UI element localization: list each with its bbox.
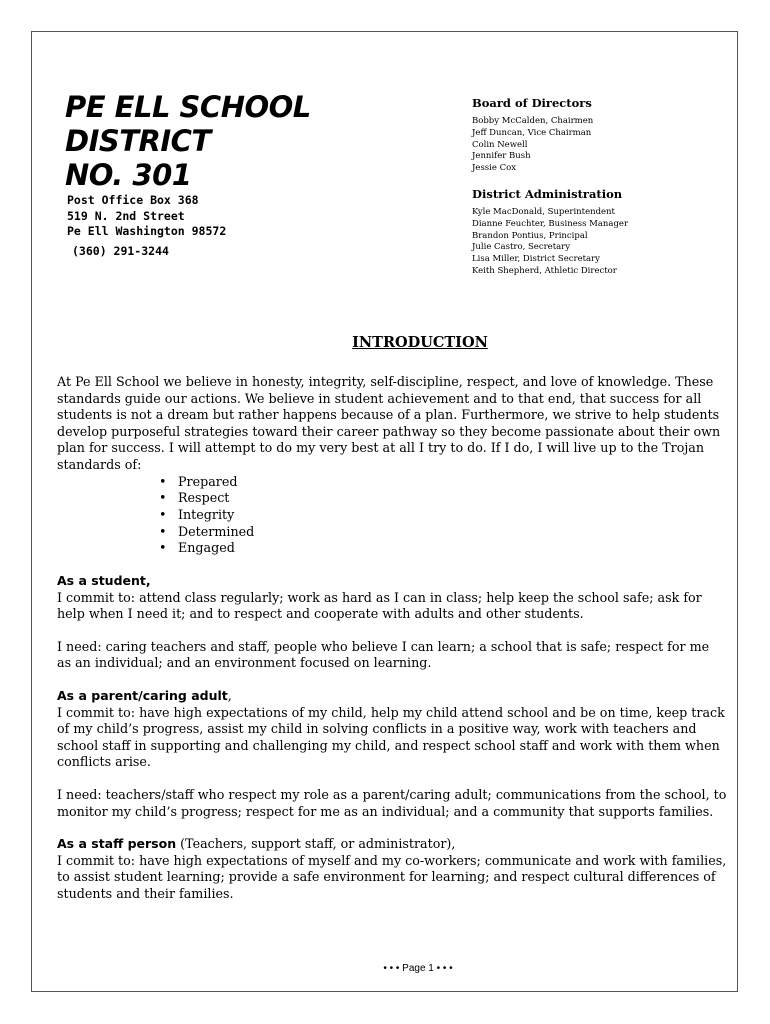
parent-commitment: I commit to: have high expectations of my child, help my child attend school and be on time, keep track of my child’s progress, assist my child in solving conflicts in a positive way, work with teachers and school staff in supporting and challenging my child, and respect school staff and work with them when conflicts arise.	[57, 704, 725, 770]
student-label: As a student,	[57, 573, 151, 589]
board-member: Jessie Cox	[472, 163, 517, 174]
document-body	[57, 334, 727, 903]
student-label-line	[57, 573, 727, 590]
board-member: Colin Newell	[472, 139, 528, 150]
parent-needs: I need: teachers/staff who respect my role as a parent/caring adult; communications from the school, to monitor my child’s progress; respect for me as an individual; and a community that supports families.	[57, 787, 727, 819]
standard-item: • Engaged	[159, 540, 727, 557]
district-phone: (360) 291-3244	[72, 243, 169, 258]
parent-label: As a parent/caring adult	[57, 688, 228, 704]
board-member-list	[472, 116, 722, 175]
administration-list	[472, 207, 722, 278]
district-address	[67, 193, 226, 259]
title-line: DISTRICT	[65, 124, 211, 158]
page-footer: • • • Page 1 • • •	[383, 963, 453, 974]
administration-member: Keith Shepherd, Athletic Director	[472, 265, 617, 276]
administration-member: Julie Castro, Secretary	[472, 242, 571, 253]
staff-section	[57, 836, 727, 902]
board-member: Jeff Duncan, Vice Chairman	[472, 127, 592, 138]
parent-label-suffix: ,	[227, 688, 232, 704]
student-section	[57, 573, 727, 672]
administration-member: Lisa Miller, District Secretary	[472, 254, 600, 265]
staff-commitment: I commit to: have high expectations of myself and my co-workers; communicate and work with families, to assist student learning; provide a safe environment for learning; and respect cultural differences of students and their families.	[57, 852, 727, 901]
board-member: Jennifer Bush	[472, 151, 531, 162]
trojan-standards-list	[57, 474, 727, 558]
parent-section	[57, 688, 727, 820]
introduction-paragraph: At Pe Ell School we believe in honesty, integrity, self-discipline, respect, and love of knowledge. These standards guide our actions. We believe in student achievement and to that end, that success for all students is not a dream but rather happens because of a plan. Furthermore, we strive to help students develop purposeful strategies toward their career pathway so they become passionate about their own plan for success. I will attempt to do my very best at all I try to do. If I do, I will live up to the Trojan standards of:	[57, 374, 721, 472]
title-line: NO. 301	[65, 158, 192, 192]
standard-item: • Prepared	[159, 474, 727, 491]
standard-item: • Determined	[159, 524, 727, 541]
board-member: Bobby McCalden, Chairmen	[472, 116, 594, 126]
title-line: PE ELL SCHOOL	[65, 90, 311, 124]
standard-item: • Integrity	[159, 507, 727, 524]
administration-member: Dianne Feuchter, Business Manager	[472, 218, 629, 229]
address-line: 519 N. 2nd Street	[67, 208, 185, 223]
directory-panel	[472, 96, 722, 278]
staff-label: As a staff person	[57, 836, 177, 852]
staff-label-line	[57, 836, 727, 853]
introduction-heading: INTRODUCTION	[352, 334, 488, 351]
address-line: Post Office Box 368	[67, 193, 199, 207]
administration-heading: District Administration	[472, 186, 623, 201]
student-commitment: I commit to: attend class regularly; work as hard as I can in class; help keep the school safe; ask for help when I need it; and to respect and cooperate with adults and other students.	[57, 589, 702, 622]
administration-member: Brandon Pontius, Principal	[472, 230, 588, 241]
staff-label-suffix: (Teachers, support staff, or administrator),	[176, 836, 456, 852]
administration-member: Kyle MacDonald, Superintendent	[472, 206, 615, 217]
district-title	[65, 90, 311, 192]
address-line: Pe Ell Washington 98572	[67, 224, 227, 238]
board-heading: Board of Directors	[472, 96, 592, 110]
parent-label-line	[57, 688, 727, 705]
student-needs: I need: caring teachers and staff, people who believe I can learn; a school that is safe; respect for me as an individual; and an environment focused on learning.	[57, 638, 710, 671]
standard-item: • Respect	[159, 490, 727, 507]
